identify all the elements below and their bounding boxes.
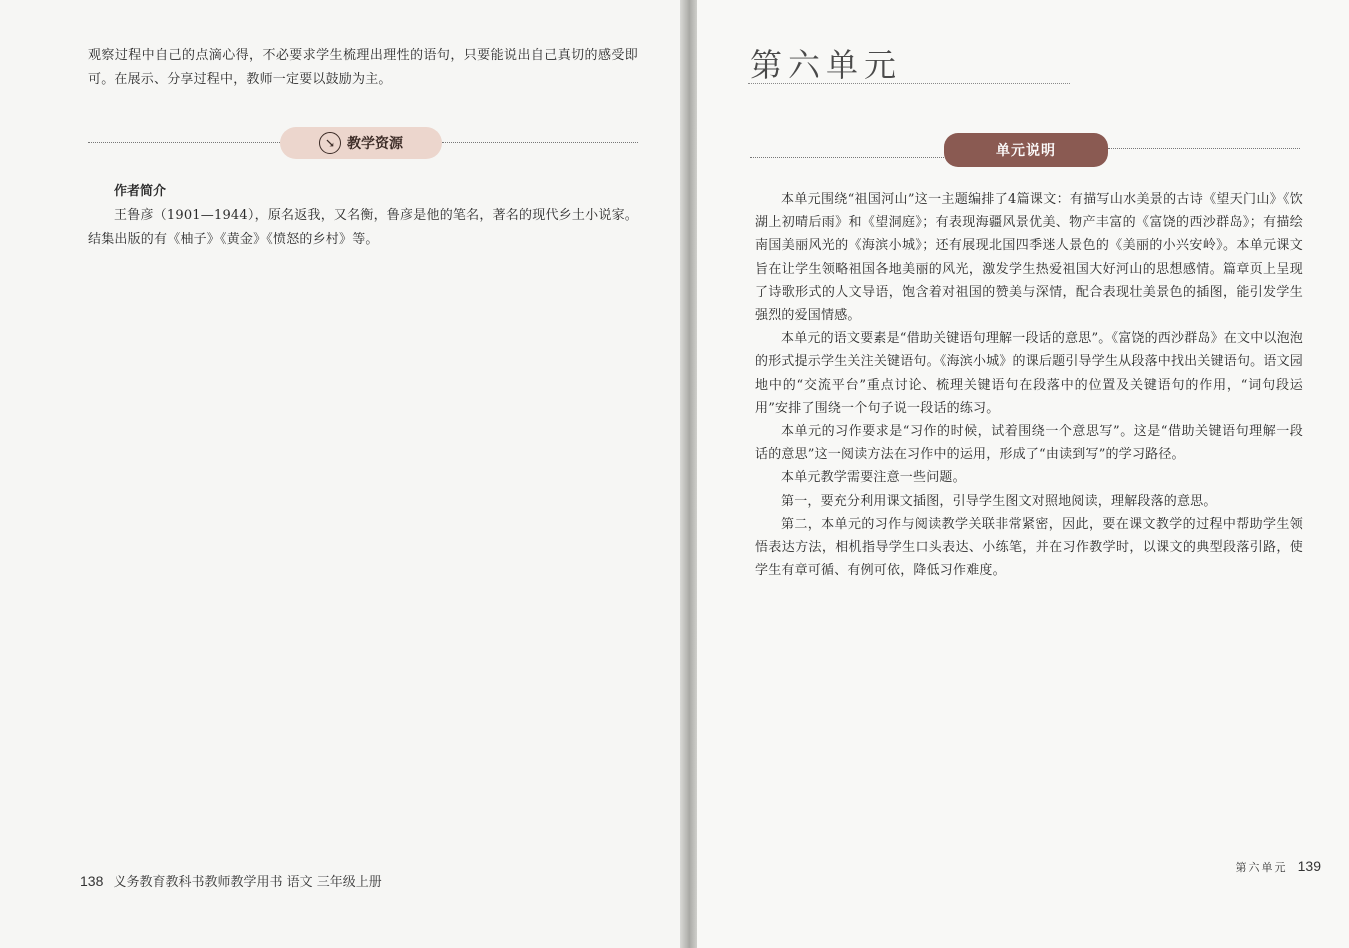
unit-title: 第六单元 (750, 46, 903, 84)
left-page-footer (80, 871, 382, 890)
unit-title-underline (748, 83, 1070, 84)
author-paragraph: 王鲁彦（1901—1944），原名返我，又名衡，鲁彦是他的笔名，著名的现代乡土小说家。结集出版的有《柚子》《黄金》《愤怒的乡村》等。 (88, 208, 638, 247)
resource-section-label (280, 127, 442, 159)
unit-paragraph: 本单元的习作要求是“习作的时候，试着围绕一个意思写”。这是“借助关键语句理解一段话的意思”这一阅读方法在习作中的运用，形成了“由读到写”的学习路径。 (755, 424, 1303, 463)
resource-label-text: 教学资源 (347, 136, 403, 152)
arrow-down-right-icon: ↘ (319, 132, 341, 154)
section-divider-left (750, 157, 944, 158)
right-page-footer (1236, 858, 1322, 875)
book-title: 义务教育教科书教师教学用书 语文 三年级上册 (113, 875, 382, 890)
book-gutter (680, 0, 697, 948)
right-page-number: 139 (1297, 858, 1321, 874)
unit-paragraph: 本单元教学需要注意一些问题。 (781, 470, 966, 486)
resource-divider-right (442, 142, 638, 143)
section-divider-right (1108, 148, 1300, 149)
intro-paragraph: 观察过程中自己的点滴心得，不必要求学生梳理出理性的语句，只要能说出自己真切的感受即可。在展示、分享过程中，教师一定要以鼓励为主。 (88, 48, 638, 87)
unit-paragraph: 第二，本单元的习作与阅读教学关联非常紧密，因此，要在课文教学的过程中帮助学生领悟表达方法，相机指导学生口头表达、小练笔，并在习作教学时，以课文的典型段落引路，使学生有章可循、有例可依，降低习作难度。 (755, 516, 1303, 579)
left-page-number: 138 (80, 873, 104, 889)
unit-paragraph: 本单元围绕“祖国河山”这一主题编排了4篇课文：有描写山水美景的古诗《望天门山》《饮湖上初晴后雨》和《望洞庭》；有表现海疆风景优美、物产丰富的《富饶的西沙群岛》；有描绘南国美丽风光的《海滨小城》；还有展现北国四季迷人景色的《美丽的小兴安岭》。本单元课文旨在让学生领略祖国各地美丽的风光，激发学生热爱祖国大好河山的思想感情。篇章页上呈现了诗歌形式的人文导语，饱含着对祖国的赞美与深情，配合表现壮美景色的插图，能引发学生强烈的爱国情感。 (755, 192, 1303, 324)
author-heading: 作者简介 (114, 184, 167, 199)
footer-unit-label: 第六单元 (1235, 861, 1288, 874)
unit-description-body (755, 188, 1303, 582)
section-label: 单元说明 (944, 133, 1108, 167)
resource-divider-left (88, 142, 280, 143)
unit-paragraph: 第一，要充分利用课文插图，引导学生图文对照地阅读，理解段落的意思。 (781, 493, 1217, 509)
unit-paragraph: 本单元的语文要素是“借助关键语句理解一段话的意思”。《富饶的西沙群岛》在文中以泡泡的形式提示学生关注关键语句。《海滨小城》的课后题引导学生从段落中找出关键语句。语文园地中的“交流平台”重点讨论、梳理关键语句在段落中的位置及关键语句的作用，“词句段运用”安排了围绕一个句子说一段话的练习。 (755, 331, 1303, 416)
